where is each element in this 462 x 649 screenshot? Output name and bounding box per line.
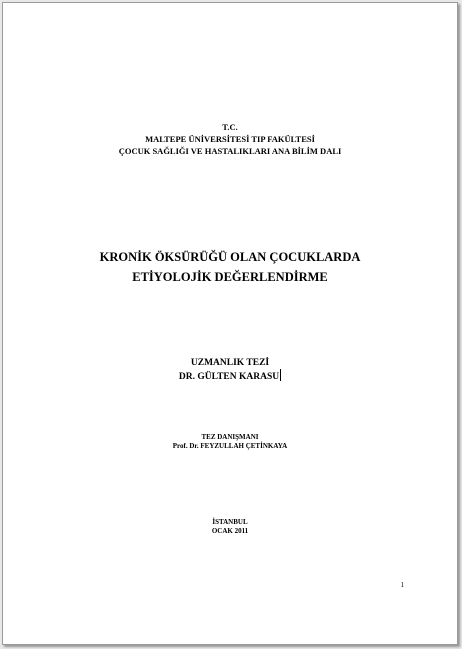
advisor-block — [3, 433, 457, 451]
header-line-tc: T.C. — [222, 122, 238, 132]
advisor-label: TEZ DANIŞMANI — [201, 433, 259, 441]
footer-date: OCAK 2011 — [211, 527, 249, 535]
thesis-author: DR. GÜLTEN KARASU — [178, 372, 280, 382]
institution-header — [3, 121, 457, 157]
thesis-title — [3, 247, 457, 287]
advisor-name: Prof. Dr. FEYZULLAH ÇETİNKAYA — [172, 442, 288, 450]
thesis-info — [3, 358, 457, 383]
title-line-1: KRONİK ÖKSÜRÜĞÜ OLAN ÇOCUKLARDA — [99, 250, 361, 264]
footer-city: İSTANBUL — [212, 518, 248, 526]
text-cursor — [280, 369, 281, 381]
header-line-university: MALTEPE ÜNİVERSİTESİ TIP FAKÜLTESİ — [145, 134, 315, 144]
document-page — [2, 2, 458, 645]
page-number: 1 — [400, 581, 404, 589]
title-line-2: ETİYOLOJİK DEĞERLENDİRME — [132, 270, 328, 284]
thesis-type: UZMANLIK TEZİ — [190, 358, 270, 368]
thesis-author-line — [3, 369, 457, 383]
header-line-department: ÇOCUK SAĞLIĞI VE HASTALIKLARI ANA BİLİM DALI — [118, 146, 342, 156]
footer-block — [3, 518, 457, 536]
